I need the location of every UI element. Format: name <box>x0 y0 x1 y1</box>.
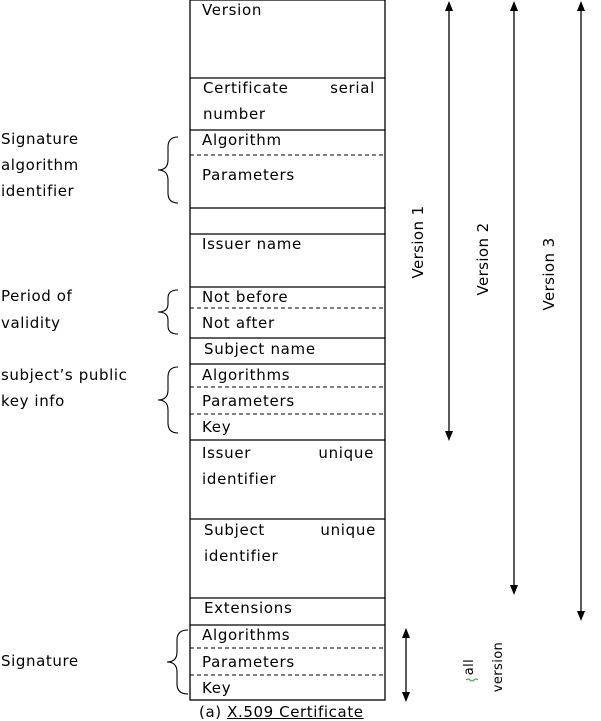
caption-title: X.509 Certificate <box>227 703 364 721</box>
field-pk-algorithms: Algorithms <box>202 366 291 384</box>
brace-signature <box>167 630 188 694</box>
field-signature-parameters: Parameters <box>202 166 295 184</box>
field-subject-name: Subject name <box>204 340 316 358</box>
field-not-after: Not after <box>202 314 275 332</box>
field-issuer-name: Issuer name <box>202 235 302 253</box>
label-all: all <box>462 658 477 676</box>
subfield-separators <box>190 155 385 675</box>
field-extensions: Extensions <box>204 599 293 617</box>
field-serial-number-line2: number <box>203 105 266 123</box>
group-label-signature: Signature <box>1 652 79 670</box>
group-label-pubkey-line2: key info <box>1 392 65 410</box>
group-label-signature-line2: algorithm <box>1 156 79 174</box>
field-serial-word2: serial <box>330 79 375 97</box>
field-issuer-uid-word1: Issuer <box>202 444 252 462</box>
field-issuer-uid-line1 <box>202 444 374 462</box>
brace-public-key <box>158 367 178 433</box>
field-version: Version <box>202 1 263 19</box>
field-subject-uid-line1 <box>204 521 376 539</box>
field-subject-uid-line2: identifier <box>204 547 279 565</box>
field-issuer-uid-line2: identifier <box>202 470 277 488</box>
field-subject-uid-word1: Subject <box>204 521 265 539</box>
version-arrows <box>406 6 581 697</box>
group-label-validity-line1: Period of <box>1 287 73 305</box>
group-label-signature-line1: Signature <box>1 130 79 148</box>
field-pk-key: Key <box>202 418 232 436</box>
field-signature-algorithm: Algorithm <box>202 131 282 149</box>
brace-period-validity <box>158 290 178 334</box>
field-pk-parameters: Parameters <box>202 392 295 410</box>
field-subject-uid-word2: unique <box>320 521 376 539</box>
group-label-validity-line2: validity <box>1 314 61 332</box>
field-not-before: Not before <box>202 288 289 306</box>
label-version-3: Version 3 <box>540 237 558 311</box>
field-sig-key: Key <box>202 679 232 697</box>
group-braces <box>158 137 188 694</box>
figure-caption <box>199 703 364 721</box>
field-serial-word1: Certificate <box>203 79 289 97</box>
group-label-pubkey-line1: subject’s public <box>1 366 128 384</box>
caption-prefix: (a) <box>199 703 228 721</box>
label-version-1: Version 1 <box>409 205 427 279</box>
group-label-signature-line3: identifier <box>1 182 75 200</box>
field-serial-number-line1 <box>203 79 375 97</box>
label-version: version <box>491 641 506 693</box>
label-version-2: Version 2 <box>474 222 492 296</box>
field-issuer-uid-word2: unique <box>318 444 374 462</box>
field-sig-algorithms: Algorithms <box>202 626 291 644</box>
field-sig-parameters: Parameters <box>202 653 295 671</box>
brace-signature-algorithm <box>158 137 178 203</box>
